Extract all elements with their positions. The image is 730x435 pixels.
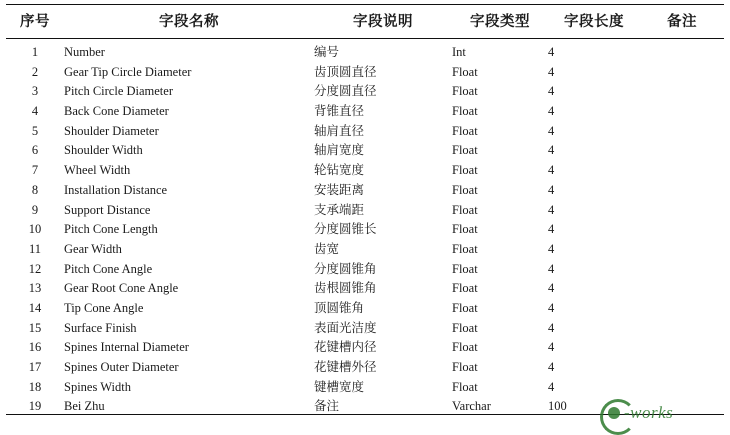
column-header-length: 字段长度 (548, 5, 640, 39)
table-row (6, 357, 724, 377)
cell-remark (640, 161, 724, 181)
cell-type: Float (452, 222, 478, 237)
cell-length: 4 (548, 163, 555, 178)
cell-name: Installation Distance (64, 182, 168, 197)
cell-no: 2 (31, 64, 39, 79)
cell-name: Support Distance (64, 202, 151, 217)
cell-remark (640, 39, 724, 63)
cell-name: Gear Width (64, 241, 122, 256)
cell-name: Bei Zhu (64, 399, 105, 414)
cell-name: Wheel Width (64, 163, 131, 178)
cell-name: Spines Outer Diameter (64, 360, 179, 374)
cell-desc: 齿根圆锥角 (314, 280, 377, 296)
cell-length: 4 (548, 241, 555, 256)
cell-name: Shoulder Width (64, 143, 143, 158)
cell-name: Pitch Cone Angle (64, 261, 153, 276)
cell-remark (640, 279, 724, 299)
table-body (6, 39, 724, 417)
table-row (6, 121, 724, 141)
cell-desc: 花键槽外径 (314, 359, 377, 374)
column-header-desc: 字段说明 (314, 5, 452, 39)
document-page (0, 4, 730, 433)
cell-length: 4 (548, 64, 555, 79)
table-row (6, 279, 724, 299)
table-row (6, 180, 724, 200)
cell-remark (640, 121, 724, 141)
cell-desc: 分度圆锥长 (314, 221, 377, 237)
cell-desc: 备注 (314, 398, 340, 414)
cell-desc: 分度圆锥角 (314, 260, 377, 276)
cell-desc: 轴肩宽度 (314, 142, 365, 158)
cell-no: 9 (31, 202, 39, 217)
cell-type: Float (452, 379, 478, 394)
cell-remark (640, 141, 724, 161)
cell-length: 100 (548, 399, 567, 414)
cell-no: 1 (31, 45, 39, 59)
cell-length: 4 (548, 84, 555, 99)
cell-remark (640, 239, 724, 259)
cell-desc: 齿顶圆直径 (314, 63, 377, 79)
table-row (6, 377, 724, 397)
cell-no: 12 (28, 261, 42, 276)
cell-no: 16 (28, 340, 42, 355)
cell-desc: 花键槽内径 (314, 339, 377, 355)
cell-desc: 背锥直径 (314, 103, 365, 119)
cell-remark (640, 357, 724, 377)
cell-name: Surface Finish (64, 320, 137, 335)
table-header-row (6, 5, 724, 39)
cell-no: 14 (28, 300, 42, 315)
table-row (6, 82, 724, 102)
cell-remark (640, 298, 724, 318)
cell-remark (640, 220, 724, 240)
table-row (6, 161, 724, 181)
cell-length: 4 (548, 300, 555, 315)
cell-desc: 支承端距 (314, 201, 365, 217)
cell-desc: 分度圆直径 (314, 83, 377, 99)
cell-type: Float (452, 182, 478, 197)
cell-remark (640, 82, 724, 102)
cell-no: 3 (31, 84, 39, 99)
cell-desc: 编号 (314, 44, 340, 59)
watermark-logo (598, 397, 718, 431)
cell-type: Float (452, 163, 478, 178)
cell-no: 5 (31, 123, 39, 138)
cell-name: Pitch Circle Diameter (64, 84, 173, 99)
table-row (6, 338, 724, 358)
cell-length: 4 (548, 379, 555, 394)
cell-length: 4 (548, 123, 555, 138)
cell-remark (640, 259, 724, 279)
watermark-dot-icon (608, 407, 620, 419)
cell-type: Float (452, 202, 478, 217)
table-row (6, 200, 724, 220)
cell-type: Float (452, 320, 478, 335)
cell-length: 4 (548, 45, 555, 59)
watermark-text: -works (624, 403, 674, 422)
cell-name: Tip Cone Angle (64, 300, 144, 315)
cell-name: Back Cone Diameter (64, 104, 169, 119)
cell-remark (640, 62, 724, 82)
cell-desc: 轴肩直径 (314, 122, 365, 138)
cell-type: Float (452, 104, 478, 119)
table-header (6, 5, 724, 39)
column-header-type: 字段类型 (452, 5, 548, 39)
cell-remark (640, 377, 724, 397)
cell-length: 4 (548, 261, 555, 276)
cell-desc: 齿宽 (314, 240, 340, 256)
cell-length: 4 (548, 360, 555, 374)
cell-type: Float (452, 281, 478, 296)
cell-desc: 轮钻宽度 (314, 162, 365, 178)
cell-length: 4 (548, 281, 555, 296)
column-header-remark: 备注 (640, 5, 724, 39)
cell-no: 6 (31, 143, 39, 158)
cell-type: Float (452, 241, 478, 256)
cell-type: Float (452, 84, 478, 99)
cell-no: 8 (31, 182, 39, 197)
cell-no: 19 (28, 399, 42, 414)
cell-name: Shoulder Diameter (64, 123, 159, 138)
cell-length: 4 (548, 143, 555, 158)
cell-desc: 表面光洁度 (314, 319, 377, 335)
cell-remark (640, 101, 724, 121)
table-row (6, 298, 724, 318)
column-header-name: 字段名称 (64, 5, 314, 39)
table-row (6, 318, 724, 338)
table-row (6, 101, 724, 121)
cell-length: 4 (548, 202, 555, 217)
cell-type: Int (452, 45, 466, 59)
cell-no: 7 (31, 163, 39, 178)
cell-no: 15 (28, 320, 42, 335)
column-header-no: 序号 (6, 5, 64, 39)
cell-no: 18 (28, 379, 42, 394)
cell-desc: 键槽宽度 (314, 378, 365, 394)
cell-type: Varchar (452, 399, 491, 414)
cell-remark (640, 338, 724, 358)
cell-type: Float (452, 143, 478, 158)
cell-no: 13 (28, 281, 42, 296)
cell-no: 17 (28, 360, 42, 374)
cell-length: 4 (548, 340, 555, 355)
cell-no: 11 (28, 241, 42, 256)
cell-type: Float (452, 261, 478, 276)
cell-name: Number (64, 45, 105, 59)
table-row (6, 220, 724, 240)
cell-length: 4 (548, 104, 555, 119)
cell-desc: 顶圆锥角 (314, 299, 365, 315)
cell-desc: 安装距离 (314, 181, 365, 197)
cell-type: Float (452, 360, 478, 374)
cell-name: Spines Width (64, 379, 131, 394)
table-row (6, 141, 724, 161)
cell-no: 4 (31, 104, 39, 119)
cell-type: Float (452, 340, 478, 355)
table-row (6, 259, 724, 279)
field-definition-table (6, 4, 724, 416)
cell-type: Float (452, 300, 478, 315)
cell-name: Pitch Cone Length (64, 222, 158, 237)
cell-remark (640, 200, 724, 220)
cell-remark (640, 180, 724, 200)
cell-type: Float (452, 64, 478, 79)
table-row (6, 239, 724, 259)
cell-remark (640, 318, 724, 338)
cell-name: Gear Tip Circle Diameter (64, 64, 192, 79)
cell-type: Float (452, 123, 478, 138)
cell-name: Gear Root Cone Angle (64, 281, 179, 296)
cell-length: 4 (548, 222, 555, 237)
cell-no: 10 (28, 222, 42, 237)
cell-name: Spines Internal Diameter (64, 340, 189, 355)
cell-length: 4 (548, 182, 555, 197)
table-row (6, 39, 724, 63)
cell-length: 4 (548, 320, 555, 335)
table-row (6, 62, 724, 82)
